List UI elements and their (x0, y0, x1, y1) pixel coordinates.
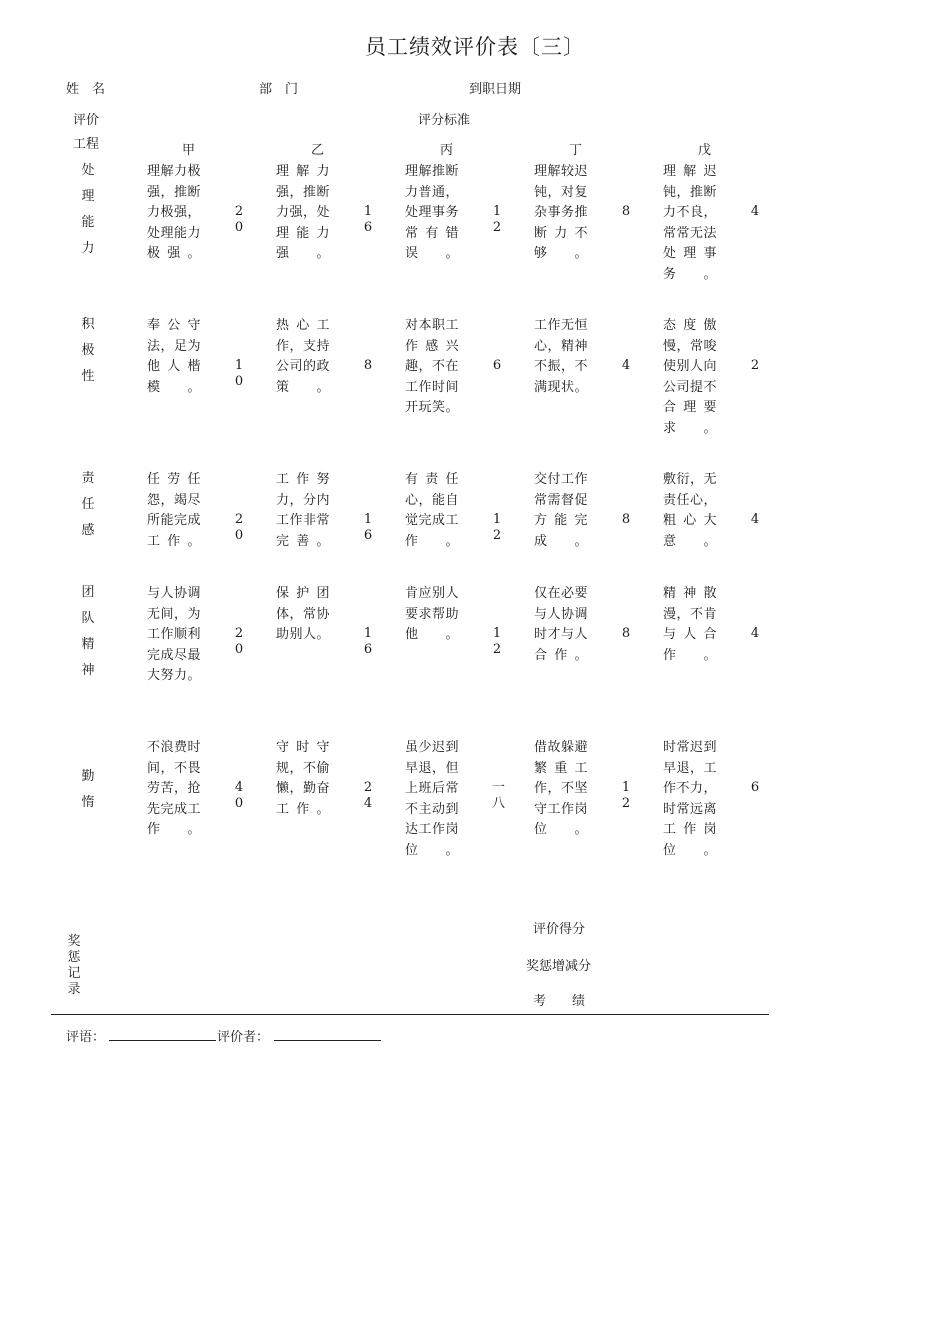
item-label-line1: 评价 (73, 113, 100, 128)
grade-header-2: 乙 (311, 143, 325, 158)
comment-label: 评语： (66, 1030, 106, 1045)
criteria-text: 工作努力，分内工作非常完善。 (276, 472, 331, 549)
criteria-score: 4 (750, 512, 760, 527)
criteria-score: 6 (750, 780, 760, 795)
criteria-score: 24 (363, 780, 373, 811)
criteria-text: 理解较迟钝，对复杂事务推断力不够。 (534, 164, 589, 262)
criteria-text: 有责任心，能自觉完成工作。 (405, 472, 460, 549)
criteria-text: 奉公守法，足为他人楷模。 (147, 318, 202, 395)
criteria-score: 10 (234, 358, 244, 389)
criteria-text: 热心工作，支持公司的政策。 (276, 318, 331, 395)
row-item-label: 勤惰 (81, 769, 95, 810)
criteria-score: 6 (492, 358, 502, 373)
reward-adjust-label: 奖惩增减分 (526, 959, 592, 974)
grade-header-5: 戊 (698, 143, 712, 158)
criteria-score: 16 (363, 204, 373, 235)
criteria-score: 4 (750, 204, 760, 219)
criteria-score: 4 (750, 626, 760, 641)
criteria-score: 2 (750, 358, 760, 373)
criteria-text: 工作无恒心，精神不振，不满现状。 (534, 318, 589, 395)
grade-header-1: 甲 (182, 143, 196, 158)
criteria-score: 一八 (492, 780, 506, 811)
criteria-score: 4 (621, 358, 631, 373)
criteria-text: 借故躲避繁重工作，不坚守工作岗位。 (534, 740, 589, 838)
criteria-score: 8 (621, 512, 631, 527)
criteria-score: 20 (234, 512, 244, 543)
grade-header-3: 丙 (440, 143, 454, 158)
criteria-score: 40 (234, 780, 244, 811)
criteria-text: 理解力强，推断力强，处理能力强。 (276, 164, 331, 262)
criteria-score: 16 (363, 626, 373, 657)
evaluator-input-line[interactable] (274, 1040, 381, 1041)
table-bottom-rule (51, 1014, 769, 1015)
comment-input-line[interactable] (109, 1040, 216, 1041)
criteria-score: 12 (621, 780, 631, 811)
criteria-score: 8 (363, 358, 373, 373)
row-item-label: 责任感 (81, 471, 95, 538)
criteria-text: 理解推断力普通，处理事务常有错误。 (405, 164, 460, 262)
criteria-score: 12 (492, 512, 502, 543)
criteria-text: 态度傲慢，常唆使别人向公司提不合理要求。 (663, 318, 718, 436)
hire-date-label: 到职日期 (469, 82, 522, 97)
criteria-text: 对本职工作感兴趣，不在工作时间开玩笑。 (405, 318, 460, 416)
page-title: 员工绩效评价表〔三〕 (365, 35, 585, 59)
criteria-text: 理解力极强，推断力极强，处理能力极强。 (147, 164, 202, 262)
criteria-score: 20 (234, 204, 244, 235)
criteria-score: 8 (621, 626, 631, 641)
criteria-text: 任劳任怨，竭尽所能完成工作。 (147, 472, 202, 549)
criteria-score: 20 (234, 626, 244, 657)
criteria-text: 时常迟到早退，工作不力，时常远离工作岗位。 (663, 740, 718, 858)
criteria-score: 16 (363, 512, 373, 543)
row-item-label: 积极性 (81, 317, 95, 384)
criteria-text: 肯应别人要求帮助他。 (405, 586, 460, 643)
criteria-text: 仅在必要与人协调时才与人合作。 (534, 586, 589, 663)
criteria-score: 8 (621, 204, 631, 219)
item-label-line2: 工程 (73, 137, 100, 152)
criteria-score: 12 (492, 204, 502, 235)
criteria-text: 不浪费时间，不畏劳苦，抢先完成工作。 (147, 740, 202, 838)
dept-label: 部 门 (259, 82, 299, 97)
criteria-score: 12 (492, 626, 502, 657)
criteria-text: 与人协调无间，为工作顺利完成尽最大努力。 (147, 586, 202, 684)
score-label: 评价得分 (533, 922, 586, 937)
criteria-text: 理解迟钝，推断力不良，常常无法处理事务。 (663, 164, 718, 282)
criteria-text: 交付工作常需督促方能完成。 (534, 472, 589, 549)
criteria-label: 评分标准 (418, 113, 471, 128)
criteria-text: 守时守规，不偷懒，勤奋工作。 (276, 740, 331, 817)
final-result-label: 考 绩 (533, 994, 586, 1009)
criteria-text: 精神散漫，不肯与人合作。 (663, 586, 718, 663)
criteria-text: 敷衍，无责任心，粗心大意。 (663, 472, 718, 549)
row-item-label: 处理能力 (81, 163, 95, 256)
grade-header-4: 丁 (569, 143, 583, 158)
criteria-text: 保护团体，常协助别人。 (276, 586, 331, 643)
criteria-text: 虽少迟到早退，但上班后常不主动到达工作岗位。 (405, 740, 460, 858)
row-item-label: 团队精神 (81, 585, 95, 678)
name-label: 姓 名 (66, 82, 106, 97)
evaluator-label: 评价者： (217, 1030, 270, 1045)
reward-record-label: 奖惩记录 (67, 934, 81, 997)
